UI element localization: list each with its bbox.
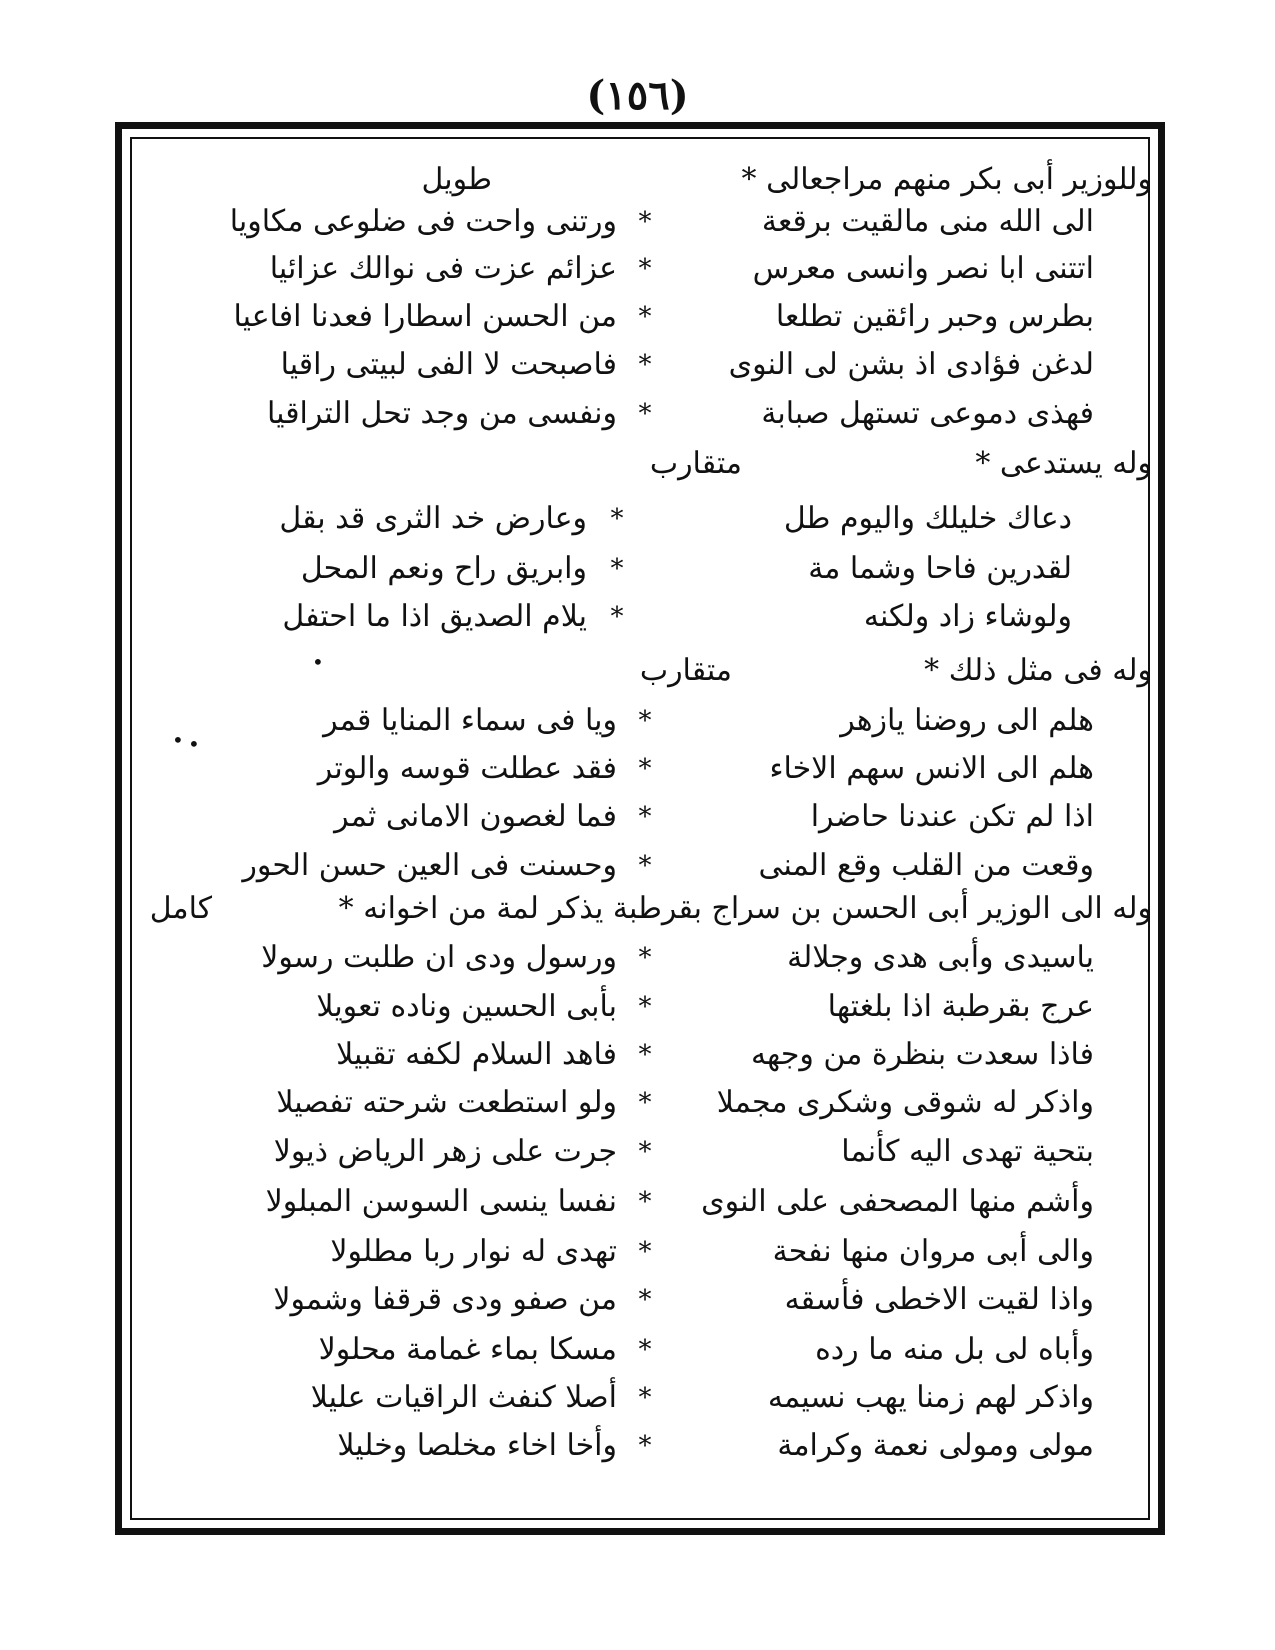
meter-label: طويل [421, 162, 492, 197]
verse-line [130, 293, 1152, 341]
second-hemistich: أصلا كنفث الراقيات عليلا [310, 1380, 617, 1415]
verse-line [130, 842, 1152, 890]
second-hemistich: من الحسن اسطارا فعدنا افاعيا [233, 299, 617, 334]
second-hemistich: وأخا اخاء مخلصا وخليلا [337, 1428, 617, 1463]
first-hemistich: وقعت من القلب وقع المنى [758, 848, 1094, 883]
second-hemistich: فقد عطلت قوسه والوتر [317, 751, 617, 786]
poem-body [130, 150, 1152, 1515]
second-hemistich: وابريق راح ونعم المحل [300, 551, 587, 586]
verse-line [130, 1374, 1152, 1422]
first-hemistich: وأباه لى بل منه ما رده [815, 1332, 1094, 1367]
verse-separator-asterisk: * [638, 754, 652, 784]
second-hemistich: ورتنى واحت فى ضلوعى مكاويا [229, 204, 617, 239]
first-hemistich: والى أبى مروان منها نفحة [772, 1234, 1094, 1269]
verse-line [130, 1422, 1152, 1470]
verse-separator-asterisk: * [638, 1040, 652, 1070]
verse-separator-asterisk: * [638, 851, 652, 881]
first-hemistich: واذكر لهم زمنا يهب نسيمه [767, 1380, 1094, 1415]
verse-separator-asterisk: * [610, 554, 624, 584]
section-heading [130, 647, 1152, 695]
second-hemistich: بأبى الحسين وناده تعويلا [316, 989, 617, 1024]
verse-separator-asterisk: * [638, 1237, 652, 1267]
verse-line [130, 198, 1152, 246]
second-hemistich: ورسول ودى ان طلبت رسولا [261, 940, 617, 975]
first-hemistich: لدغن فؤادى اذ بشن لى النوى [728, 347, 1094, 382]
first-hemistich: ياسيدى وأبى هدى وجلالة [787, 940, 1094, 975]
first-hemistich: بطرس وحبر رائقين تطلعا [775, 299, 1094, 334]
verse-separator-asterisk: * [638, 1187, 652, 1217]
scan-dot-mark: • [172, 728, 184, 752]
second-hemistich: ولو استطعت شرحته تفصيلا [276, 1085, 617, 1120]
verse-separator-asterisk: * [638, 399, 652, 429]
verse-separator-asterisk: * [638, 254, 652, 284]
verse-separator-asterisk: * [638, 943, 652, 973]
second-hemistich: فاهد السلام لكفه تقبيلا [336, 1037, 617, 1072]
verse-line [130, 1326, 1152, 1374]
verse-line [130, 1079, 1152, 1127]
verse-separator-asterisk: * [638, 207, 652, 237]
verse-line [130, 1228, 1152, 1276]
second-hemistich: يلام الصديق اذا ما احتفل [282, 599, 587, 634]
first-hemistich: وأشم منها المصحفى على النوى [701, 1184, 1094, 1219]
verse-line [130, 745, 1152, 793]
second-hemistich: جرت على زهر الرياض ذيولا [273, 1134, 617, 1169]
second-hemistich: تهدى له نوار ربا مطلولا [330, 1234, 617, 1269]
verse-line [130, 697, 1152, 745]
section-heading [130, 440, 1152, 488]
first-hemistich: فهذى دموعى تستهل صبابة [761, 396, 1094, 431]
verse-separator-asterisk: * [638, 1335, 652, 1365]
first-hemistich: واذا لقيت الاخطى فأسقه [784, 1282, 1094, 1317]
verse-separator-asterisk: * [610, 602, 624, 632]
verse-line [130, 983, 1152, 1031]
verse-line [130, 390, 1152, 438]
second-hemistich: ونفسى من وجد تحل التراقيا [267, 396, 617, 431]
second-hemistich: مسكا بماء غمامة محلولا [318, 1332, 617, 1367]
verse-separator-asterisk: * [638, 302, 652, 332]
scan-dot-mark: • [312, 650, 324, 674]
meter-label: متقارب [649, 446, 742, 481]
first-hemistich: لقدرين فاحا وشما مة [808, 551, 1072, 586]
verse-line [130, 341, 1152, 389]
meter-label: كامل [149, 891, 212, 926]
verse-separator-asterisk: * [638, 802, 652, 832]
second-hemistich: عزائم عزت فى نوالك عزائيا [269, 251, 617, 286]
verse-separator-asterisk: * [610, 504, 624, 534]
first-hemistich: بتحية تهدى اليه كأنما [841, 1134, 1094, 1169]
first-hemistich: عرج بقرطبة اذا بلغتها [827, 989, 1094, 1024]
first-hemistich: فاذا سعدت بنظرة من وجهه [750, 1037, 1094, 1072]
verse-separator-asterisk: * [638, 350, 652, 380]
second-hemistich: نفسا ينسى السوسن المبلولا [265, 1184, 617, 1219]
verse-separator-asterisk: * [638, 1137, 652, 1167]
verse-separator-asterisk: * [638, 1285, 652, 1315]
heading-text: وله الى الوزير أبى الحسن بن سراج بقرطبة يذكر لمة من اخوانه * [338, 891, 1152, 926]
first-hemistich: ولوشاء زاد ولكنه [863, 599, 1072, 634]
verse-separator-asterisk: * [638, 706, 652, 736]
first-hemistich: دعاك خليلك واليوم طل [783, 501, 1072, 536]
verse-line [130, 495, 1152, 543]
second-hemistich: فما لغصون الامانى ثمر [334, 799, 617, 834]
heading-text: وللوزير أبى بكر منهم مراجعالى * [741, 162, 1152, 197]
first-hemistich: مولى ومولى نعمة وكرامة [777, 1428, 1094, 1463]
heading-text: وله فى مثل ذلك * [924, 653, 1152, 688]
verse-line [130, 593, 1152, 641]
first-hemistich: هلم الى الانس سهم الاخاء [769, 751, 1094, 786]
verse-separator-asterisk: * [638, 1431, 652, 1461]
second-hemistich: فاصبحت لا الفى لبيتى راقيا [280, 347, 617, 382]
verse-separator-asterisk: * [638, 1383, 652, 1413]
second-hemistich: وعارض خد الثرى قد بقل [279, 501, 587, 536]
verse-separator-asterisk: * [638, 992, 652, 1022]
first-hemistich: الى الله منى مالقيت برقعة [761, 204, 1094, 239]
first-hemistich: هلم الى روضنا يازهر [840, 703, 1094, 738]
heading-text: وله يستدعى * [975, 446, 1152, 481]
verse-line [130, 545, 1152, 593]
first-hemistich: اذا لم تكن عندنا حاضرا [810, 799, 1094, 834]
section-heading [130, 156, 1152, 204]
meter-label: متقارب [639, 653, 732, 688]
verse-line [130, 1178, 1152, 1226]
verse-separator-asterisk: * [638, 1088, 652, 1118]
verse-line [130, 1276, 1152, 1324]
verse-line [130, 1031, 1152, 1079]
first-hemistich: واذكر له شوقى وشكرى مجملا [716, 1085, 1094, 1120]
second-hemistich: من صفو ودى قرقفا وشمولا [273, 1282, 617, 1317]
second-hemistich: وحسنت فى العين حسن الحور [242, 848, 617, 883]
section-heading [130, 885, 1152, 933]
verse-line [130, 934, 1152, 982]
page-number: (١٥٦) [586, 72, 689, 119]
verse-line [130, 245, 1152, 293]
second-hemistich: ويا فى سماء المنايا قمر [323, 703, 617, 738]
scan-dot-mark: • [188, 732, 200, 756]
first-hemistich: اتتنى ابا نصر وانسى معرس [752, 251, 1094, 286]
verse-line [130, 1128, 1152, 1176]
verse-line [130, 793, 1152, 841]
